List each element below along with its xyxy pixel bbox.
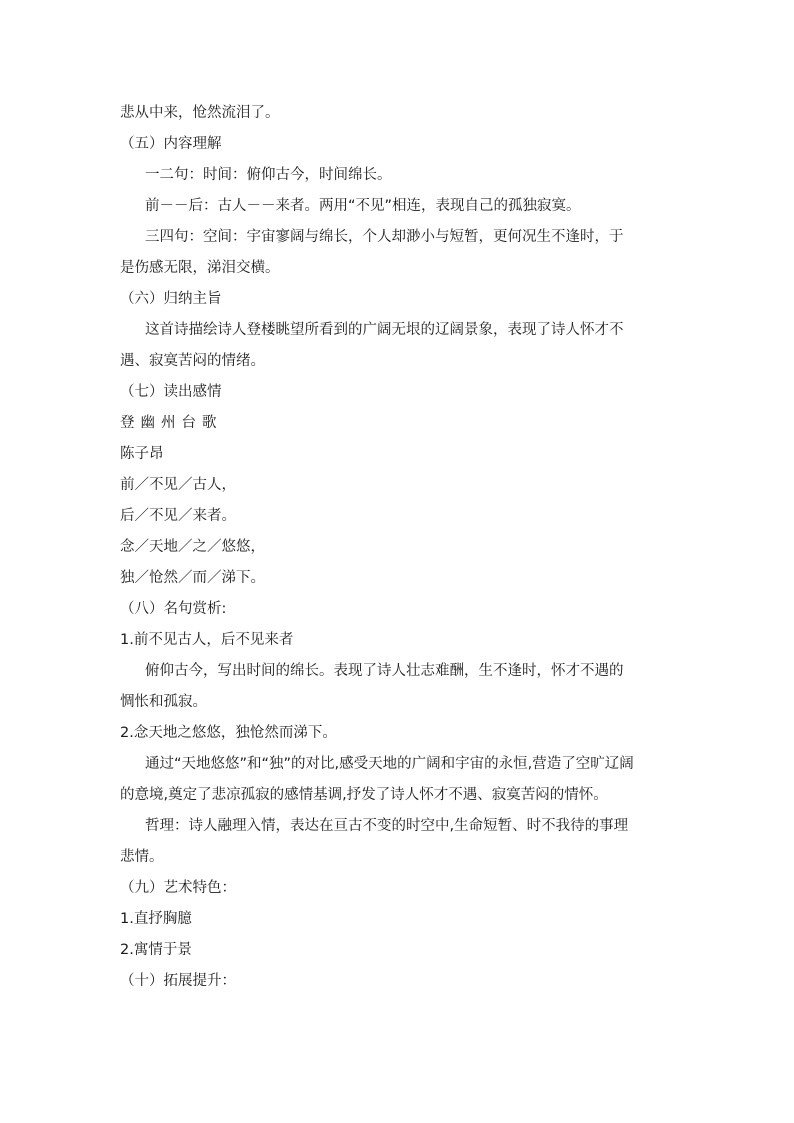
list-item: 1.直抒胸臆 bbox=[120, 911, 192, 927]
list-item: 1.前不见古人，后不见来者 bbox=[120, 632, 294, 648]
section-heading-extension: （十）拓展提升： bbox=[120, 973, 236, 989]
text-line: 哲理：诗人融理入情，表达在亘古不变的时空中,生命短暂、时不我待的事理 bbox=[145, 818, 629, 834]
text-line: 这首诗描绘诗人登楼眺望所看到的广阔无垠的辽阔景象，表现了诗人怀才不 bbox=[145, 322, 624, 338]
list-item: 2.寓情于景 bbox=[120, 942, 192, 958]
section-heading-content-understanding: （五）内容理解 bbox=[120, 136, 222, 152]
text-line: 惆怅和孤寂。 bbox=[120, 694, 207, 710]
text-line: 俯仰古今，写出时间的绵长。表现了诗人壮志难酬，生不逢时，怀才不遇的 bbox=[145, 663, 624, 679]
poem-line: 念／天地／之／悠悠， bbox=[120, 539, 265, 555]
poem-author: 陈子昂 bbox=[120, 446, 164, 462]
text-line: 悲从中来，怆然流泪了。 bbox=[120, 105, 280, 121]
text-line: 的意境,奠定了悲凉孤寂的感情基调,抒发了诗人怀才不遇、寂寞苦闷的情怀。 bbox=[120, 787, 608, 803]
text-line: 三四句：空间：宇宙寥阔与绵长，个人却渺小与短暂，更何况生不逢时，于 bbox=[145, 229, 624, 245]
poem-line: 前／不见／古人， bbox=[120, 477, 236, 493]
text-line: 遇、寂寞苦闷的情绪。 bbox=[120, 353, 265, 369]
section-heading-read-emotion: （七）读出感情 bbox=[120, 384, 222, 400]
text-line: 悲情。 bbox=[120, 849, 164, 865]
poem-title: 登幽州台歌 bbox=[120, 415, 223, 431]
poem-line: 独／怆然／而／涕下。 bbox=[120, 570, 265, 586]
text-line: 通过“天地悠悠”和“独”的对比,感受天地的广阔和宇宙的永恒,营造了空旷辽阔 bbox=[145, 756, 634, 772]
section-heading-artistic-features: （九）艺术特色： bbox=[120, 880, 236, 896]
section-heading-famous-lines: （八）名句赏析: bbox=[120, 601, 227, 617]
list-item: 2.念天地之悠悠，独怆然而涕下。 bbox=[120, 725, 337, 741]
text-line: 一二句：时间：俯仰古今，时间绵长。 bbox=[145, 167, 392, 183]
text-line: 前－－后：古人－－来者。两用“不见”相连，表现自己的孤独寂寞。 bbox=[145, 198, 581, 214]
document-body bbox=[120, 98, 676, 997]
section-heading-theme: （六）归纳主旨 bbox=[120, 291, 222, 307]
poem-line: 后／不见／来者。 bbox=[120, 508, 236, 524]
text-line: 是伤感无限，涕泪交横。 bbox=[120, 260, 280, 276]
